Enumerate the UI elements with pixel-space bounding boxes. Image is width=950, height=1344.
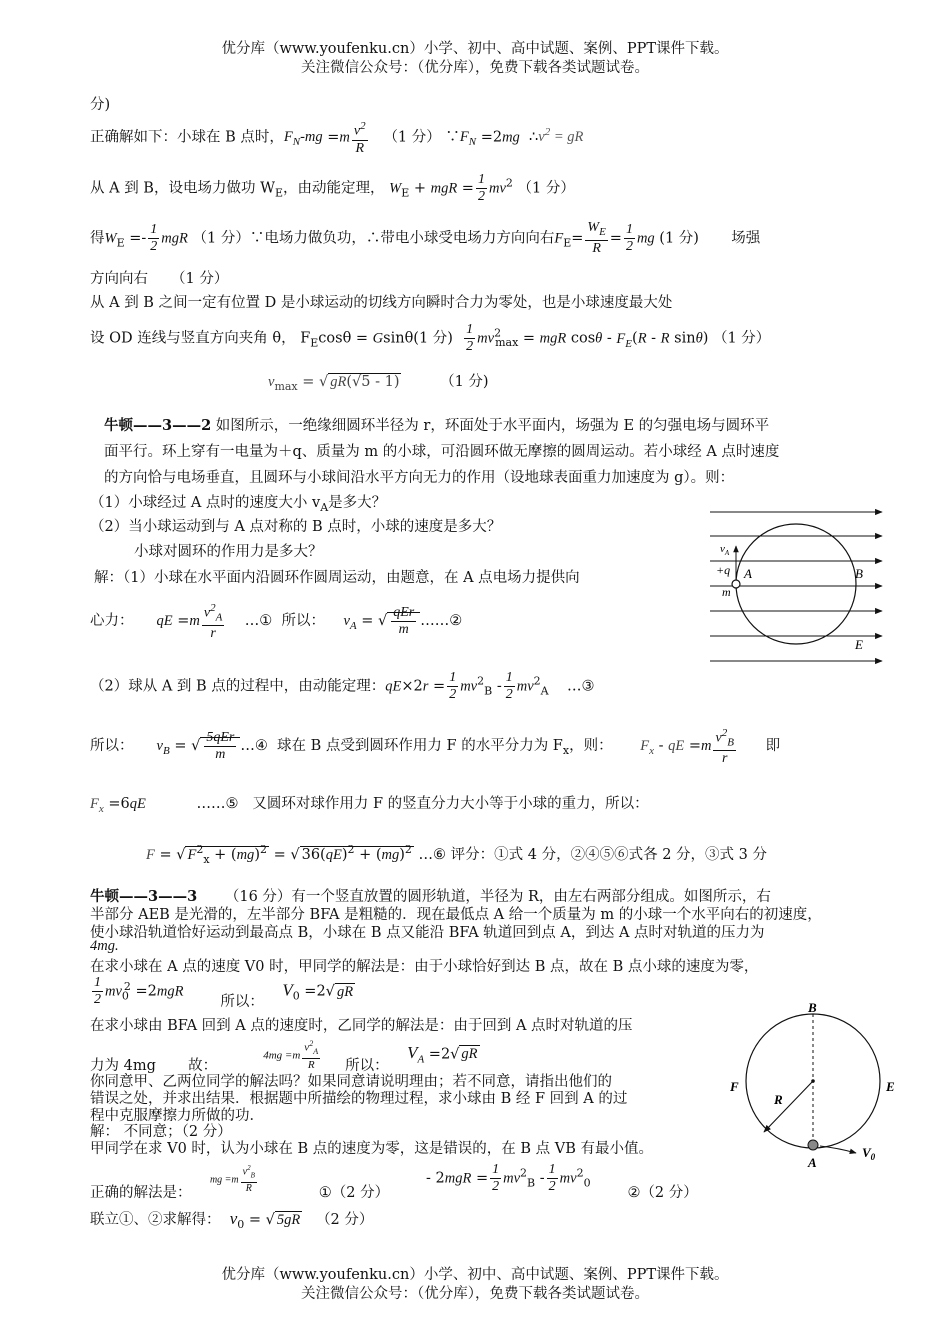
- text-1fen-c: （1 分）: [712, 330, 771, 347]
- sec2-centripetal: 心力： qE =m $\frac{v^2_A}{r}$ …① 所以： $v_A$ = √ $\frac{\text{qEr}}{m}$ ……②: [90, 602, 463, 642]
- sec2-title: 牛顿——3——2: [104, 417, 212, 434]
- sec2-s4: $F_x =6qE$ ……⑤ 又圆环对球作用力 F 的竖直分力大小等于小球的重力，所以：: [90, 796, 649, 815]
- label-va: $v_A$: [720, 543, 730, 557]
- q1-text-b: 是多大？: [328, 495, 387, 511]
- line-get: 得$W_E$ =- $\frac{1}{2}$ mgR （1 分）∵电场力做负功，∴带电小球受电场力方向向右$F_E=$ $\frac{W_E}{R}$ = $\frac{1}{2}$ mg (1 分) 场强: [90, 220, 761, 256]
- text-dir: 方向向右: [90, 271, 148, 287]
- sec3-l5: 在求小球在 A 点的速度 V0 时，甲同学的解法是：由于小球恰好到达 B 点，故在 B 点小球的速度为零，: [90, 959, 759, 975]
- sec2-q2: （2）当小球运动到与 A 点对称的 B 点时，小球的速度是多大？: [90, 519, 502, 535]
- label-a: A: [808, 1155, 817, 1170]
- sec3-l12: 甲同学在求 V0 时，认为小球在 B 点的速度为零，这是错误的，在 B 点 VB 有最小值。: [90, 1141, 654, 1157]
- s3c-text: ，则：: [569, 738, 613, 755]
- velocity-arrow-v0: [820, 1146, 856, 1153]
- text-correct: 正确解如下：小球在 B 点时，: [90, 129, 284, 146]
- formula-vmax: $v_{max}$ = √ gR(√5 - 1) （1 分): [268, 374, 489, 393]
- page-footer-line2: 关注微信公众号：（优分库），免费下载各类试题试卷。: [301, 1286, 649, 1302]
- sec3-so: 所以：: [220, 993, 264, 1010]
- sec2-line1: [104, 414, 769, 435]
- score-text: 评分：①式 4 分，②④⑤⑥式各 2 分，③式 3 分: [450, 847, 767, 863]
- text-fen: 分): [90, 97, 111, 113]
- text-from-ab: 从 A 到 B，设电场力做功 W: [90, 180, 275, 197]
- label-e: E: [855, 637, 863, 652]
- sec2-p3: 的方向恰与电场垂直，且圆环与小球间沿水平方向无力的作用（设地球表面重力加速度为 g）。则：: [104, 470, 735, 486]
- text-negwork: （1 分）∵电场力做负功，∴带电小球受电场力方向向右: [192, 230, 555, 247]
- ball-a: [732, 580, 740, 588]
- sec3-l13: 正确的解法是：: [90, 1184, 192, 1201]
- sec3-eq1: $\frac{1}{2}$ $mv_0^2 =2mgR$ 所以： $V_0 =2√$ gR: [94, 975, 354, 1010]
- label-e: E: [886, 1079, 895, 1094]
- sec3-l11: 解： 不同意；（2 分）: [90, 1124, 232, 1140]
- label-a: A: [744, 566, 752, 581]
- line-dir: 方向向右 （1 分）: [90, 271, 229, 287]
- sec3-m3: （2 分）: [316, 1212, 374, 1228]
- label-m: m: [722, 585, 731, 599]
- text-eq: F: [300, 330, 311, 347]
- text-angle: 设 OD 连线与竖直方向夹角 θ，: [90, 330, 296, 347]
- s1b-text: 心力：: [90, 613, 134, 630]
- sec3-eq3: 正确的解法是： mg =m $\frac{v^2_B}{R}$ ①（2 分） - 2mgR = $\frac{1}{2}$ $mv^2_B$ - $\frac{1}{2}$ $mv^2_0$ ②（2 分）: [90, 1162, 698, 1201]
- line-pos: 从 A 到 B 之间一定有位置 D 是小球运动的切线方向瞬时合力为零处，也是小球速度最大处: [90, 295, 673, 311]
- s4-text: 又圆环对球作用力 F 的竖直分力大小等于小球的重力，所以：: [252, 796, 649, 812]
- sec3-m2: ②（2 分）: [627, 1184, 698, 1201]
- sec2-p1: 如图所示，一绝缘细圆环半径为 r，环面处于水平面内，场强为 E 的匀强电场与圆环平: [215, 418, 770, 434]
- radius-arrow: [764, 1081, 813, 1132]
- s2-text: （2）球从 A 到 B 点的过程中，由动能定理：: [90, 678, 386, 695]
- s3b-text: 球在 B 点受到圆环作用力 F 的水平分力为 F: [277, 738, 563, 755]
- text-1fen-b: （1 分）: [517, 180, 575, 197]
- sec3-eq2: 力为 4mg 故： 4mg =m $\frac{v^2_A}{R}$ 所以： $V_A =2√$ gR: [90, 1039, 478, 1075]
- label-f: F: [730, 1079, 739, 1094]
- sec2-s1: 解：（1）小球在水平面内沿圆环作圆周运动，由题意，在 A 点电场力提供向: [94, 570, 580, 586]
- text-1fen: （1 分）: [383, 129, 441, 146]
- sec3-l2: 半部分 AEB 是光滑的，左半部分 BFA 是粗糙的．现在最低点 A 给一个质量为 m 的小球一个水平向右的初速度，: [90, 907, 822, 923]
- line-correct: 正确解如下：小球在 B 点时，$F_N-mg =m$ $\frac{v^2}{R}$ （1 分） $\because F_N =2mg$ $\therefore v^2$ = gR: [90, 120, 584, 156]
- ring-field-figure: [700, 500, 890, 675]
- ball: [808, 1140, 818, 1150]
- q1-text: （1）小球经过 A 点时的速度大小 v: [90, 495, 321, 511]
- sec2-q1: （1）小球经过 A 点时的速度大小 $v_A$是多大？: [90, 495, 387, 514]
- line-from-a-b: 从 A 到 B，设电场力做功 $W_E$，由动能定理， $W_E$ + mgR = $\frac{1}{2}$ $mv^2$ （1 分）: [90, 172, 575, 204]
- label-q: +q: [716, 563, 731, 577]
- sec2-p2: 面平行。环上穿有一电量为＋q、质量为 m 的小球，可沿圆环做无摩擦的圆周运动。若小球经 A 点时速度: [104, 444, 780, 460]
- sec3-l8: 你同意甲、乙两位同学的解法吗？如果同意请说明理由；若不同意，请指出他们的: [90, 1074, 612, 1090]
- sec3-l3: 使小球沿轨道恰好运动到最高点 B，小球在 B 点又能沿 BFA 轨道回到点 A，到达 A 点时对轨道的压力为: [90, 925, 765, 941]
- text-field: 场强: [731, 230, 761, 247]
- so-text: 所以：: [281, 613, 326, 630]
- sec3-eq4: 联立①、②求解得： $v_0$ = √ 5gR （2 分）: [90, 1209, 374, 1231]
- label-r: R: [774, 1092, 783, 1107]
- text-kinetic: ，由动能定理，: [283, 180, 385, 197]
- sec2-s2: （2）球从 A 到 B 点的过程中，由动能定理：qE×2r = $\frac{1}{2}$ $mv^2_B$ - $\frac{1}{2}$ $mv^2_A$ …③: [90, 670, 595, 702]
- page-header-line2: 关注微信公众号：（优分库），免费下载各类试题试卷。: [301, 60, 649, 76]
- vertical-track-figure: [720, 1000, 910, 1170]
- label-b: B: [855, 566, 863, 581]
- sec3-l1: （16 分）有一个竖直放置的圆形轨道，半径为 R，由左右两部分组成。如图所示，右: [224, 889, 771, 905]
- sec2-s3: 所以： $v_B$ = √ $\frac{\text{5qEr}}{m}$ …④ 球在 B 点受到圆环作用力 F 的水平分力为 $F_x$，则： $F_x$ - qE =m $\frac{v^2_B}{r}$ 即: [90, 727, 781, 767]
- ring: [736, 524, 856, 644]
- sec3-m1: ①（2 分）: [318, 1184, 390, 1201]
- text-get: 得: [90, 230, 105, 247]
- page-header-line1: 优分库（www.youfenku.cn）小学、初中、高中试题、案例、PPT课件下载。: [221, 41, 729, 57]
- sec2-s5: F = √ $F^2_x + (mg)^2$ = √ 36(qE)$^2$ + (mg)$^2$ …⑥ 评分：①式 4 分，②④⑤⑥式各 2 分，③式 3 分: [146, 843, 767, 866]
- sec3-l7b: 故：: [188, 1058, 218, 1075]
- sec3-l4: 4mg.: [90, 938, 119, 954]
- sec3-so-2: 所以：: [345, 1058, 389, 1075]
- label-b: B: [808, 1000, 817, 1015]
- sec3-l10: 程中克服摩擦力所做的功．: [90, 1108, 264, 1124]
- sec3-l7: 力为 4mg: [90, 1058, 156, 1075]
- label-v0: $V_0$: [862, 1145, 876, 1162]
- s3d-text: 即: [765, 738, 781, 755]
- page-footer-line1: 优分库（www.youfenku.cn）小学、初中、高中试题、案例、PPT课件下载。: [221, 1267, 729, 1283]
- sec3-l6: 在求小球由 BFA 回到 A 点的速度时，乙同学的解法是：由于回到 A 点时对轨道的压: [90, 1018, 633, 1034]
- sec3-l9: 错误之处，并求出结果．根据题中所描绘的物理过程，求小球由 B 经 F 回到 A 的过: [90, 1091, 628, 1107]
- sec3-l14: 联立①、②求解得：: [90, 1212, 221, 1228]
- sec3-title: 牛顿——3——3: [90, 888, 198, 905]
- s3-text: 所以：: [90, 738, 134, 755]
- line-angle: 设 OD 连线与竖直方向夹角 θ， $F_E\cos\theta = Gsin\theta(1$ 分) $\frac{1}{2}$ $mv^2_{max}$ = mgR cosθ - $F_E(R$ - R sinθ) （1 分）: [90, 322, 771, 354]
- sec2-q2b: 小球对圆环的作用力是多大？: [134, 544, 323, 560]
